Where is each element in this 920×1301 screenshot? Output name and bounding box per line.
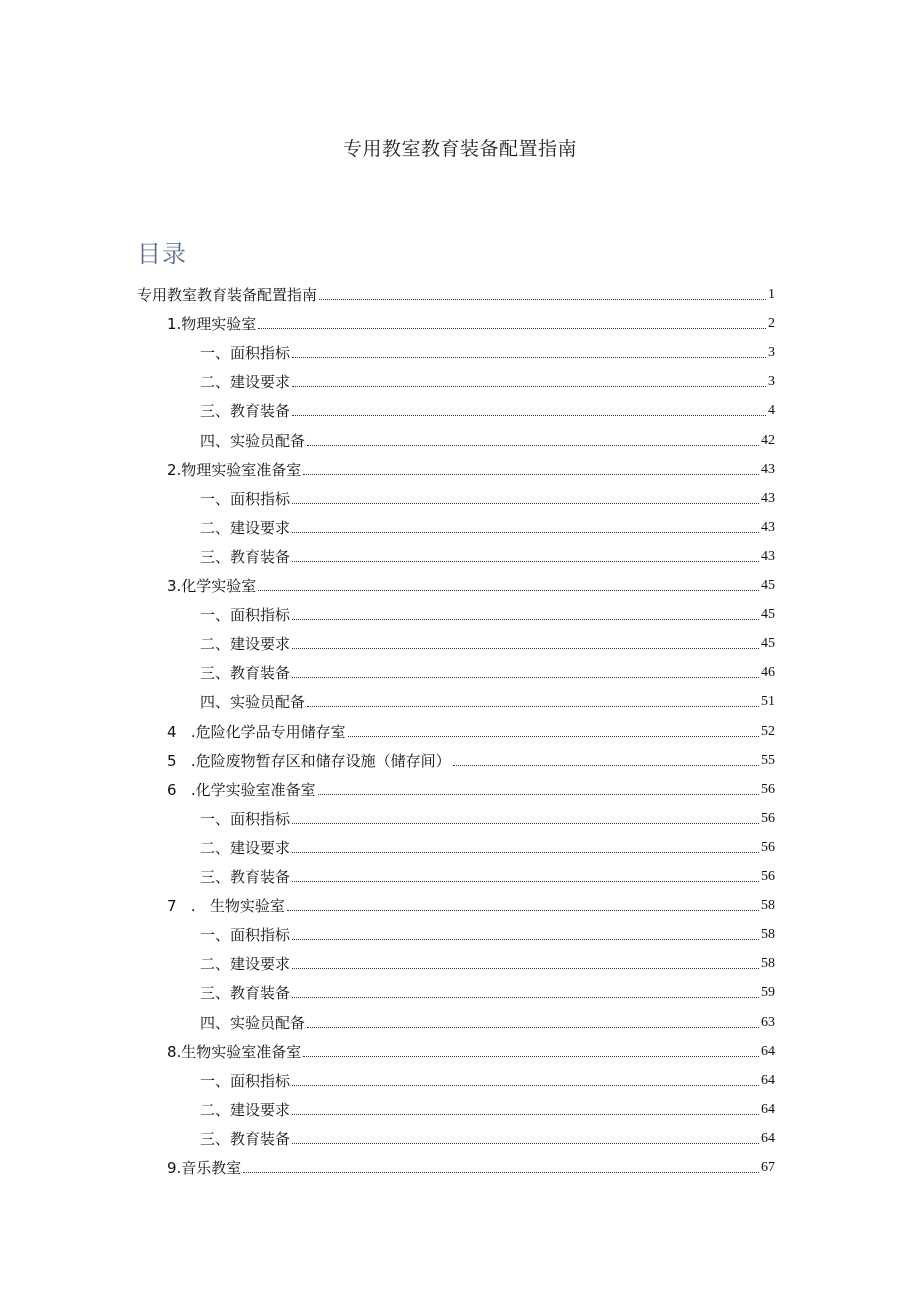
- toc-entry[interactable]: [200, 486, 775, 508]
- toc-entry-title: 三、教育装备: [200, 548, 291, 566]
- toc-entry-page-number: 58: [761, 956, 775, 971]
- toc-entry[interactable]: [200, 369, 775, 391]
- toc-entry-title: 9.音乐教室: [167, 1159, 242, 1177]
- toc-entry[interactable]: [200, 1097, 775, 1119]
- dot-leader: [292, 968, 759, 969]
- toc-entry-title: 专用教室教育装备配置指南: [137, 286, 318, 304]
- toc-entry-title: 四、实验员配备: [200, 1014, 306, 1032]
- toc-entry-title: 一、面积指标: [200, 926, 291, 944]
- toc-entry-title: 4 .危险化学品专用储存室: [167, 723, 346, 741]
- toc-entry[interactable]: [200, 602, 775, 624]
- toc-entry-page-number: 64: [761, 1131, 775, 1146]
- dot-leader: [292, 997, 759, 998]
- toc-entry[interactable]: [200, 864, 775, 886]
- toc-entry-page-number: 64: [761, 1073, 775, 1088]
- toc-entry[interactable]: [167, 1039, 775, 1061]
- toc-entry-title: 二、建设要求: [200, 519, 291, 537]
- dot-leader: [287, 910, 759, 911]
- toc-entry[interactable]: [167, 1155, 775, 1177]
- toc-entry-title: 一、面积指标: [200, 1072, 291, 1090]
- dot-leader: [303, 474, 759, 475]
- dot-leader: [243, 1172, 759, 1173]
- dot-leader: [292, 357, 766, 358]
- toc-entry[interactable]: [167, 777, 775, 799]
- dot-leader: [292, 561, 759, 562]
- toc-entry-title: 三、教育装备: [200, 664, 291, 682]
- toc-entry-page-number: 64: [761, 1044, 775, 1059]
- toc-entry-page-number: 46: [761, 665, 775, 680]
- dot-leader: [318, 794, 759, 795]
- dot-leader: [292, 386, 766, 387]
- toc-entry-page-number: 52: [761, 724, 775, 739]
- dot-leader: [307, 1027, 759, 1028]
- toc-entry-title: 三、教育装备: [200, 402, 291, 420]
- dot-leader: [292, 852, 759, 853]
- toc-entry-title: 二、建设要求: [200, 373, 291, 391]
- dot-leader: [258, 590, 759, 591]
- toc-entry-title: 二、建设要求: [200, 635, 291, 653]
- toc-entry-page-number: 55: [761, 753, 775, 768]
- toc-entry[interactable]: [167, 748, 775, 770]
- toc-entry[interactable]: [167, 457, 775, 479]
- toc-entry[interactable]: [200, 1068, 775, 1090]
- toc-entry-page-number: 45: [761, 578, 775, 593]
- toc-entry-page-number: 42: [761, 433, 775, 448]
- toc-entry-page-number: 4: [768, 403, 775, 418]
- toc-entry-page-number: 43: [761, 549, 775, 564]
- toc-entry-title: 一、面积指标: [200, 606, 291, 624]
- dot-leader: [348, 736, 759, 737]
- dot-leader: [292, 939, 759, 940]
- dot-leader: [453, 765, 759, 766]
- toc-entry-page-number: 56: [761, 782, 775, 797]
- dot-leader: [292, 532, 759, 533]
- toc-entry-title: 二、建设要求: [200, 1101, 291, 1119]
- toc-entry[interactable]: [200, 340, 775, 362]
- toc-entry[interactable]: [200, 1010, 775, 1032]
- toc-entry[interactable]: [200, 660, 775, 682]
- dot-leader: [319, 299, 766, 300]
- toc-entry[interactable]: [200, 1126, 775, 1148]
- toc-entry-page-number: 43: [761, 462, 775, 477]
- toc-entry-page-number: 2: [768, 316, 775, 331]
- document-title: 专用教室教育装备配置指南: [342, 138, 577, 160]
- dot-leader: [307, 706, 759, 707]
- dot-leader: [292, 619, 759, 620]
- toc-entry[interactable]: [200, 806, 775, 828]
- dot-leader: [292, 677, 759, 678]
- toc-entry[interactable]: [167, 573, 775, 595]
- dot-leader: [292, 1085, 759, 1086]
- dot-leader: [292, 823, 759, 824]
- toc-entry-page-number: 63: [761, 1015, 775, 1030]
- toc-entry[interactable]: [167, 311, 775, 333]
- toc-entry[interactable]: [200, 398, 775, 420]
- toc-entry-page-number: 58: [761, 898, 775, 913]
- toc-entry-page-number: 1: [768, 287, 775, 302]
- toc-entry-title: 6 .化学实验室准备室: [167, 781, 316, 799]
- toc-entry-page-number: 45: [761, 607, 775, 622]
- toc-entry-page-number: 3: [768, 345, 775, 360]
- toc-entry[interactable]: [200, 428, 775, 450]
- toc-entry-page-number: 56: [761, 811, 775, 826]
- toc-entry-title: 二、建设要求: [200, 839, 291, 857]
- toc-entry-page-number: 64: [761, 1102, 775, 1117]
- dot-leader: [307, 445, 759, 446]
- toc-entry[interactable]: [137, 282, 775, 304]
- dot-leader: [258, 328, 766, 329]
- toc-entry-page-number: 67: [761, 1160, 775, 1175]
- dot-leader: [292, 881, 759, 882]
- toc-heading: 目录: [137, 240, 187, 268]
- toc-entry[interactable]: [200, 835, 775, 857]
- toc-entry-page-number: 43: [761, 491, 775, 506]
- toc-entry[interactable]: [167, 719, 775, 741]
- toc-entry[interactable]: [200, 922, 775, 944]
- toc-entry[interactable]: [200, 980, 775, 1002]
- toc-entry-title: 8.生物实验室准备室: [167, 1043, 302, 1061]
- toc-entry-title: 三、教育装备: [200, 1130, 291, 1148]
- toc-entry-title: 7 . 生物实验室: [167, 897, 285, 915]
- dot-leader: [292, 648, 759, 649]
- toc-entry-title: 2.物理实验室准备室: [167, 461, 302, 479]
- toc-entry-page-number: 45: [761, 636, 775, 651]
- toc-entry-page-number: 58: [761, 927, 775, 942]
- toc-entry[interactable]: [200, 951, 775, 973]
- toc-entry[interactable]: [200, 515, 775, 537]
- toc-entry-page-number: 43: [761, 520, 775, 535]
- toc-entry-title: 1.物理实验室: [167, 315, 257, 333]
- toc-entry-title: 四、实验员配备: [200, 693, 306, 711]
- toc-entry-title: 3.化学实验室: [167, 577, 257, 595]
- dot-leader: [292, 1114, 759, 1115]
- toc-entry[interactable]: [167, 893, 775, 915]
- toc-entry-page-number: 59: [761, 985, 775, 1000]
- toc-entry-title: 三、教育装备: [200, 984, 291, 1002]
- toc-entry[interactable]: [200, 689, 775, 711]
- toc-entry[interactable]: [200, 544, 775, 566]
- toc-entry-title: 四、实验员配备: [200, 432, 306, 450]
- toc-entry-title: 5 .危险废物暂存区和储存设施（储存间）: [167, 752, 451, 770]
- toc-entry-title: 一、面积指标: [200, 344, 291, 362]
- toc-entry-page-number: 51: [761, 694, 775, 709]
- toc-entry-page-number: 3: [768, 374, 775, 389]
- toc-entry-title: 一、面积指标: [200, 810, 291, 828]
- toc-entry[interactable]: [200, 631, 775, 653]
- toc-entry-title: 三、教育装备: [200, 868, 291, 886]
- toc-entry-page-number: 56: [761, 869, 775, 884]
- dot-leader: [292, 415, 766, 416]
- toc-entry-title: 一、面积指标: [200, 490, 291, 508]
- toc-entry-title: 二、建设要求: [200, 955, 291, 973]
- dot-leader: [292, 503, 759, 504]
- dot-leader: [303, 1056, 759, 1057]
- toc-entry-page-number: 56: [761, 840, 775, 855]
- dot-leader: [292, 1143, 759, 1144]
